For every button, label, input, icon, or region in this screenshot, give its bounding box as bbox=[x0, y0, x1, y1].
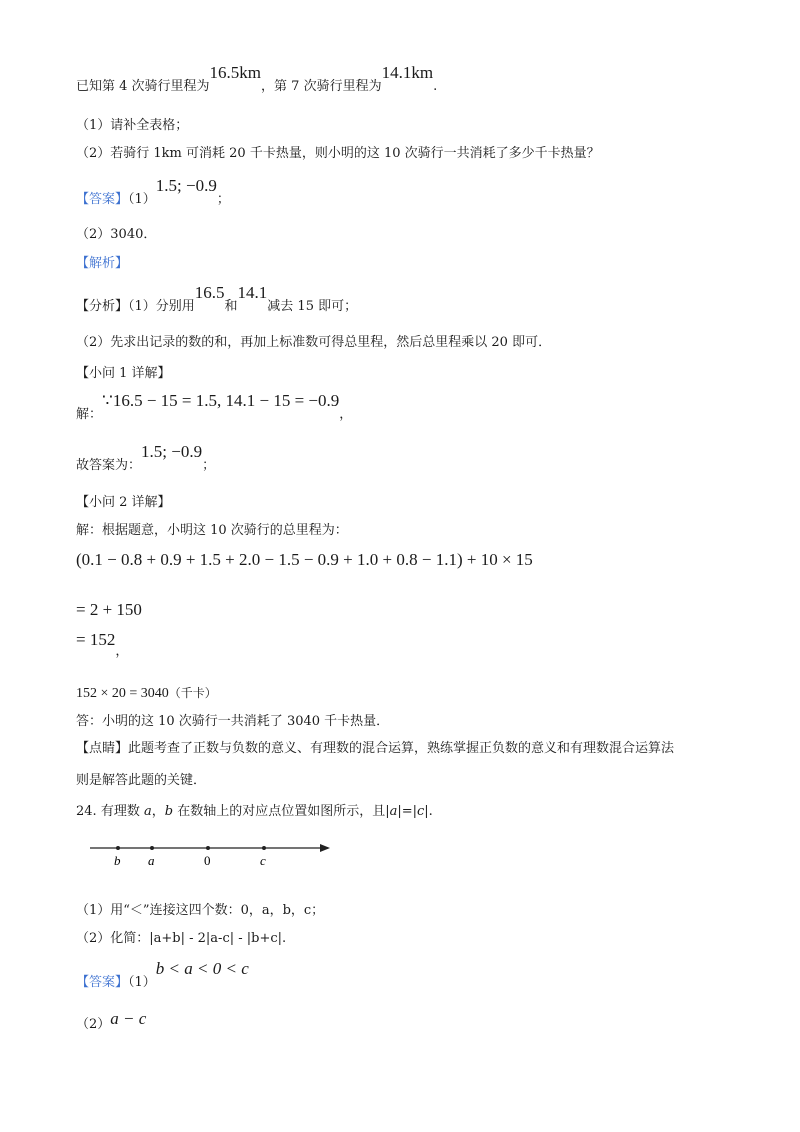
q24-stem bbox=[76, 803, 433, 821]
da-conclusion: 答：小明的这 10 次骑行一共消耗了 3040 千卡热量． bbox=[76, 714, 390, 729]
equation-4-line bbox=[76, 684, 217, 703]
jie-1-suffix: ， bbox=[339, 407, 353, 422]
number-line-figure bbox=[80, 838, 340, 874]
q24-text-5: |. bbox=[424, 804, 433, 819]
q24-answer-1-prefix: （1） bbox=[128, 975, 156, 990]
equation-4-unit: （千卡） bbox=[168, 686, 217, 700]
equation-1: (0.1 − 0.8 + 0.9 + 1.5 + 2.0 − 1.5 − 0.9 + 1.0 + 0.8 − 1.1) + 10 × 15 bbox=[76, 550, 533, 569]
q24-text-1: 有理数 bbox=[100, 804, 144, 819]
analysis-tag: 【解析】 bbox=[76, 256, 129, 271]
gu-suffix: ； bbox=[202, 458, 216, 473]
q24-answer-1 bbox=[76, 959, 249, 992]
q24-answer-1-math: b < a < 0 < c bbox=[155, 959, 249, 978]
q23-intro-text-1: 已知第 4 次骑行里程为 bbox=[76, 79, 210, 94]
q24-var-c: c bbox=[417, 804, 425, 819]
gu-answer-line bbox=[76, 442, 216, 475]
q24-var-a: a bbox=[143, 804, 152, 819]
q24-var-b: b bbox=[164, 804, 174, 819]
q24-text-3: 在数轴上的对应点位置如图所示，且| bbox=[173, 804, 390, 819]
equation-2: = 2 + 150 bbox=[76, 600, 142, 619]
dianjing-line-2: 则是解答此题的关键． bbox=[76, 773, 207, 788]
point-a bbox=[150, 846, 154, 850]
q23-intro-text-3: . bbox=[433, 79, 438, 94]
label-zero: 0 bbox=[204, 853, 211, 868]
number-line-arrow bbox=[320, 844, 330, 852]
q23-ride4-distance: 16.5km bbox=[209, 63, 262, 82]
q23-sub1: （1）请补全表格； bbox=[76, 118, 189, 133]
q23-intro-text-2: ，第 7 次骑行里程为 bbox=[261, 79, 382, 94]
q23-answer-1 bbox=[76, 176, 230, 209]
label-b: b bbox=[114, 853, 121, 868]
equation-3-line bbox=[76, 630, 129, 659]
q24-answer-2-prefix: （2） bbox=[76, 1017, 111, 1032]
q24-var-a2: a bbox=[389, 804, 398, 819]
label-a: a bbox=[148, 853, 155, 868]
fenxi-line-1 bbox=[76, 283, 358, 316]
answer-1-suffix: ； bbox=[216, 192, 230, 207]
fenxi-line-2: （2）先求出记录的数的和，再加上标准数可得总里程，然后总里程乘以 20 即可． bbox=[76, 335, 552, 350]
jie-1-math: ∵16.5 − 15 = 1.5, 14.1 − 15 = −0.9 bbox=[102, 391, 340, 410]
q24-text-4: |=| bbox=[397, 804, 417, 819]
jie-1-line bbox=[76, 391, 353, 424]
q23-answer-2: （2）3040． bbox=[76, 227, 157, 242]
q24-sub2: （2）化简：|a+b| - 2|a-c| - |b+c|. bbox=[76, 931, 287, 946]
q24-answer-2 bbox=[76, 1009, 147, 1034]
q24-text-2: ， bbox=[151, 804, 165, 819]
xiaowen-1-heading: 【小问 1 详解】 bbox=[76, 366, 171, 381]
equation-3-suffix: ， bbox=[115, 644, 129, 659]
point-b bbox=[116, 846, 120, 850]
point-c bbox=[262, 846, 266, 850]
fenxi-text-2: 和 bbox=[224, 299, 238, 314]
q23-intro-line bbox=[76, 63, 438, 96]
jie-1-prefix: 解： bbox=[76, 407, 103, 422]
q24-sub1: （1）用“＜”连接这四个数：0，a，b，c； bbox=[76, 903, 325, 918]
dianjing-line-1: 【点睛】此题考查了正数与负数的意义、有理数的混合运算，熟练掌握正负数的意义和有理数混合运算法 bbox=[76, 741, 675, 756]
q24-answer-2-math: a − c bbox=[110, 1009, 147, 1028]
gu-math: 1.5; −0.9 bbox=[141, 442, 203, 461]
jie-2-intro: 解：根据题意，小明这 10 次骑行的总里程为： bbox=[76, 523, 348, 538]
q23-ride7-distance: 14.1km bbox=[381, 63, 434, 82]
answer-1-math: 1.5; −0.9 bbox=[155, 176, 217, 195]
q23-sub2: （2）若骑行 1km 可消耗 20 千卡热量，则小明的这 10 次骑行一共消耗了多少千卡热量？ bbox=[76, 146, 600, 161]
gu-prefix: 故答案为： bbox=[76, 458, 142, 473]
fenxi-num-a: 16.5 bbox=[194, 283, 225, 302]
label-c: c bbox=[260, 853, 266, 868]
point-zero bbox=[206, 846, 210, 850]
equation-3: = 152 bbox=[76, 630, 116, 649]
xiaowen-2-heading: 【小问 2 详解】 bbox=[76, 495, 171, 510]
answer-1-prefix: （1） bbox=[128, 192, 156, 207]
q24-number: 24. bbox=[76, 804, 101, 819]
fenxi-text-1: 【分析】（1）分别用 bbox=[76, 299, 195, 314]
fenxi-num-b: 14.1 bbox=[237, 283, 268, 302]
equation-4: 152 × 20 = 3040 bbox=[76, 686, 169, 701]
answer-tag: 【答案】 bbox=[76, 192, 129, 207]
q24-answer-tag: 【答案】 bbox=[76, 975, 129, 990]
fenxi-text-3: 减去 15 即可； bbox=[267, 299, 358, 314]
